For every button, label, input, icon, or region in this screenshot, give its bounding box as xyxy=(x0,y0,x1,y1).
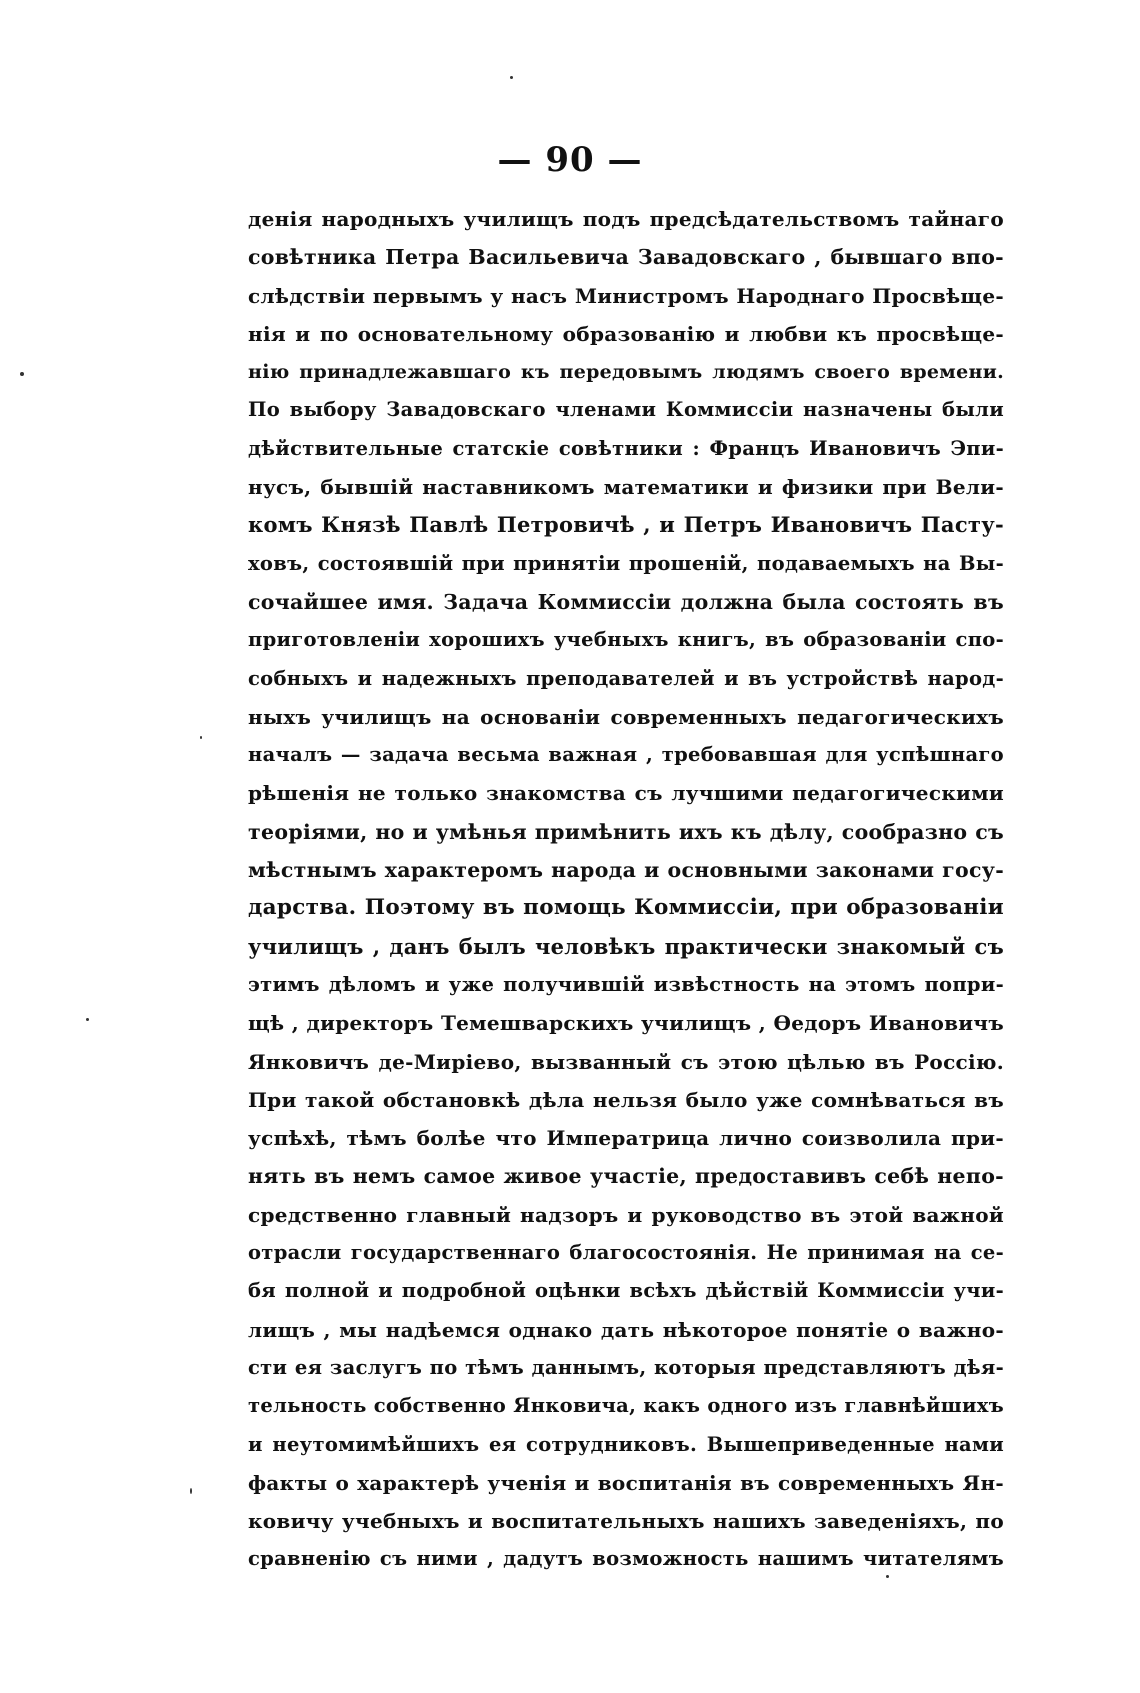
scan-speck xyxy=(510,76,513,79)
scan-speck xyxy=(200,736,202,739)
text-line: лищъ , мы надѣемся однако дать нѣкоторое понятіе о важно- xyxy=(248,1317,1004,1342)
text-line: дѣйствительные статскіе совѣтники : Францъ Ивановичъ Эпи- xyxy=(248,436,1004,460)
body-text xyxy=(248,200,1004,1579)
text-line: бя полной и подробной оцѣнки всѣхъ дѣйствій Коммиссіи учи- xyxy=(248,1279,1004,1303)
scan-speck xyxy=(86,1018,89,1021)
scan-speck xyxy=(886,1575,889,1578)
text-line: нусъ, бывшій наставникомъ математики и физики при Вели- xyxy=(248,475,1004,500)
text-line: успѣхѣ, тѣмъ болѣе что Императрица лично соизволила при- xyxy=(248,1126,1004,1151)
text-line: мѣстнымъ характеромъ народа и основными законами госу- xyxy=(248,858,1004,883)
text-line: приготовленіи хорошихъ учебныхъ книгъ, въ образованіи спо- xyxy=(248,628,1004,652)
text-line: По выбору Завадовскаго членами Коммиссіи назначены были xyxy=(248,398,1004,422)
text-line: щѣ , директоръ Темешварскихъ училищъ , Ѳедоръ Ивановичъ xyxy=(248,1011,1004,1036)
text-line: сти ея заслугъ по тѣмъ даннымъ, которыя представляютъ дѣя- xyxy=(248,1355,1004,1379)
text-line: нію принадлежавшаго къ передовымъ людямъ своего времени. xyxy=(248,361,1004,384)
text-line: училищъ , данъ былъ человѣкъ практически знакомый съ xyxy=(248,933,1004,959)
text-line: ковичу учебныхъ и воспитательныхъ нашихъ заведеніяхъ, по xyxy=(248,1509,1004,1534)
text-line: и неутомимѣйшихъ ея сотрудниковъ. Вышеприведенные нами xyxy=(248,1432,1004,1456)
text-line: сравненію съ ними , дадутъ возможность нашимъ читателямъ xyxy=(248,1547,1004,1571)
scan-speck xyxy=(20,372,24,376)
text-line: дарства. Поэтому въ помощь Коммиссіи, при образованіи xyxy=(248,895,1004,921)
text-line: При такой обстановкѣ дѣла нельзя было уже сомнѣваться въ xyxy=(248,1087,1004,1112)
text-line: комъ Князѣ Павлѣ Петровичѣ , и Петръ Ивановичъ Пасту- xyxy=(248,512,1004,538)
text-line: средственно главный надзоръ и руководство въ этой важной xyxy=(248,1202,1004,1227)
text-line: этимъ дѣломъ и уже получившій извѣстность на этомъ попри- xyxy=(248,972,1004,996)
text-line: собныхъ и надежныхъ преподавателей и въ устройствѣ народ- xyxy=(248,666,1004,690)
text-line: нять въ немъ самое живое участіе, предоставивъ себѣ непо- xyxy=(248,1164,1004,1189)
text-line: тельность собственно Янковича, какъ одного изъ главнѣйшихъ xyxy=(248,1394,1004,1418)
text-line: рѣшенія не только знакомства съ лучшими педагогическими xyxy=(248,781,1004,806)
text-line: денія народныхъ училищъ подъ предсѣдательствомъ тайнаго xyxy=(248,207,1004,231)
text-line: факты о характерѣ ученія и воспитанія въ современныхъ Ян- xyxy=(248,1470,1004,1495)
text-line: отрасли государственнаго благосостоянія. Не принимая на се- xyxy=(248,1241,1004,1265)
text-line: сочайшее имя. Задача Коммиссіи должна была состоять въ xyxy=(248,589,1004,614)
text-line: совѣтника Петра Васильевича Завадовскаго , бывшаго впо- xyxy=(248,245,1004,270)
text-line: нія и по основательному образованію и любви къ просвѣще- xyxy=(248,321,1004,346)
text-line: ховъ, состоявшій при принятіи прошеній, подаваемыхъ на Вы- xyxy=(248,551,1004,575)
text-line: ныхъ училищъ на основаніи современныхъ педагогическихъ xyxy=(248,704,1004,729)
text-line: теоріями, но и умѣнья примѣнить ихъ къ дѣлу, сообразно съ xyxy=(248,819,1004,844)
text-line: Янковичъ де-Миріево, вызванный съ этою цѣлью въ Россію. xyxy=(248,1049,1004,1074)
text-line: началъ — задача весьма важная , требовавшая для успѣшнаго xyxy=(248,743,1004,767)
scan-speck xyxy=(190,1488,192,1494)
page-number: — 90 — xyxy=(497,140,643,180)
text-line: слѣдствіи первымъ у насъ Министромъ Народнаго Просвѣще- xyxy=(248,283,1004,308)
